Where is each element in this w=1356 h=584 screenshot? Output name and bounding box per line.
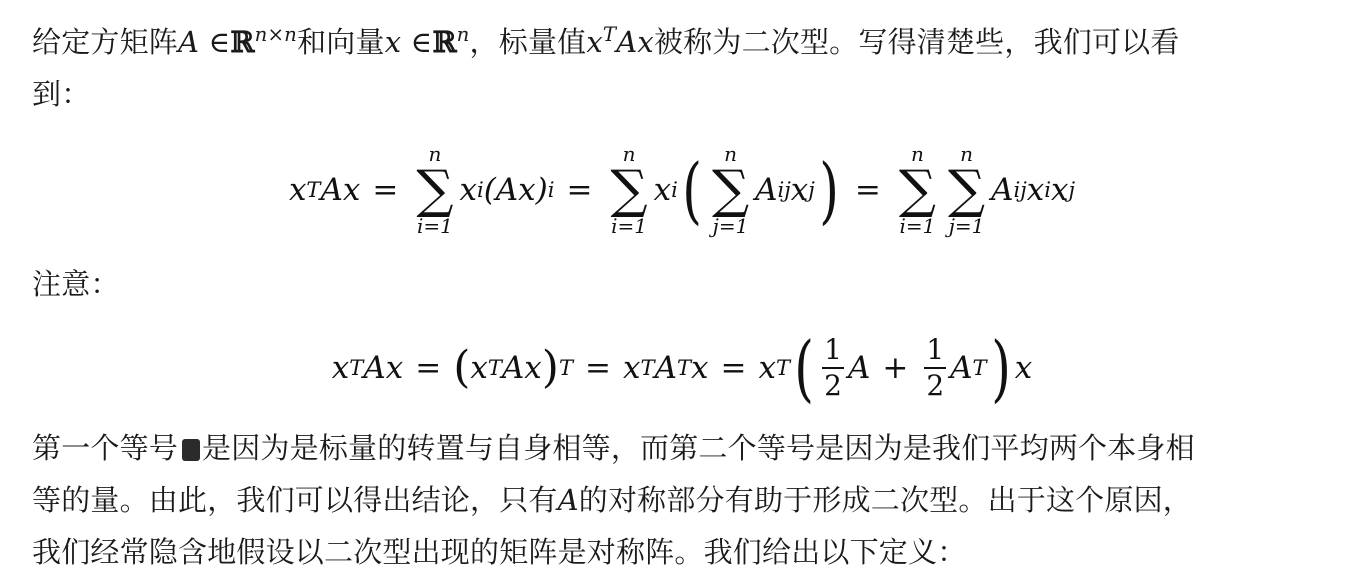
eq1-sum-3: [712, 143, 749, 237]
conclusion-text-3: 等的量。由此，我们可以得出结论，只有: [32, 483, 558, 517]
eq2-A-1: A: [654, 350, 677, 386]
eq1-Ax: Ax: [320, 172, 361, 208]
equation-quadratic-expansion: x T Ax = n ∑ i=1 x i (Ax) i = n ∑ i=1 x i ( n ∑ j=1 A ij x j ) = n ∑ i=1 n ∑ j=1 A ij x i x j: [288, 142, 1076, 238]
math-A: A: [178, 25, 200, 59]
math-in-2: ∈: [410, 25, 433, 59]
eq1-sum-5-bottom: j=1: [948, 214, 985, 238]
eq1-Ax-paren: (Ax): [483, 172, 548, 208]
conclusion-text-1: 第一个等号: [32, 431, 179, 465]
eq2-lparen-2: (: [794, 326, 814, 410]
eq1-rparen: ): [818, 148, 839, 232]
math-R: ℝ: [230, 25, 255, 59]
eq2-frac-1-den: 2: [824, 369, 842, 402]
eq1-xi: x: [459, 172, 477, 208]
eq1-sum-1-bottom: i=1: [416, 214, 453, 238]
eq2-rparen-2: ): [990, 326, 1011, 410]
eq2-lparen-1: (: [453, 342, 471, 393]
eq2-rparen-1: ): [541, 342, 559, 393]
conclusion-text-5: 我们经常隐含地假设以二次型出现的矩阵是对称阵。我们给出以下定义：: [32, 535, 967, 569]
eq1-sum-5-top: n: [960, 142, 973, 166]
eq1-sum-4-bottom: i=1: [899, 214, 936, 238]
eq2-frac-2-den: 2: [926, 369, 945, 402]
math-x: x: [384, 25, 402, 59]
eq2-A-2: A: [847, 350, 871, 386]
intro-text-4: 被称为二次型。写得清楚些，我们可以看: [653, 25, 1180, 59]
note-label: [32, 258, 120, 310]
eq1-sum-1-sigma: ∑: [416, 160, 454, 220]
eq1-Aij-2: A: [991, 172, 1014, 208]
eq1-Aij: A: [755, 172, 778, 208]
conclusion-text-4: 的对称部分有助于形成二次型。出于这个原因，: [578, 483, 1192, 517]
equation-symmetric-part: x T Ax = ( x T Ax ) T = x T A T x = x T ( $\frac{1}{2}$ A + $\frac{1}{2}$ A T ) x: [331, 326, 1033, 410]
note-text: 注意：: [32, 267, 120, 301]
eq2-plus: +: [882, 350, 909, 386]
eq2-A-3: A: [950, 350, 973, 386]
eq2-x-1: x: [331, 350, 350, 386]
intro-text-5: 到：: [32, 77, 91, 111]
eq1-sum-4-top: n: [910, 142, 924, 166]
math-Ax: Ax: [616, 25, 654, 59]
eq1-sum-2: [611, 143, 648, 237]
eq2-equals-2: =: [585, 350, 612, 386]
eq2-x-4: x: [691, 350, 709, 386]
eq2-x-5: x: [758, 350, 776, 386]
eq1-sum-2-sigma: ∑: [610, 160, 648, 220]
math-in: ∈: [208, 25, 231, 59]
math-xT: x: [586, 25, 603, 59]
eq1-xi-2: x: [653, 172, 672, 208]
eq1-lparen: (: [682, 148, 702, 232]
conclusion-text-2: 是因为是标量的转置与自身相等，而第二个等号是因为是我们平均两个本身相: [202, 431, 1195, 465]
eq2-frac-2: [924, 333, 946, 403]
eq1-equals-3: =: [854, 172, 881, 208]
eq1-sum-1: [416, 143, 453, 237]
eq2-frac-1: [822, 333, 844, 403]
math-nxn: n×n: [254, 23, 298, 47]
eq2-x-2: x: [470, 350, 488, 386]
eq2-frac-2-num: 1: [926, 333, 945, 366]
eq1-xj: x: [790, 172, 809, 208]
eq1-sum-2-top: n: [622, 142, 636, 166]
eq2-equals-1: =: [415, 350, 442, 386]
redaction-mark: [182, 439, 200, 461]
eq1-sum-3-sigma: ∑: [711, 160, 750, 220]
eq1-sum-5-sigma: ∑: [947, 160, 986, 220]
eq2-frac-1-num: 1: [824, 333, 842, 366]
eq2-x-6: x: [1014, 350, 1033, 386]
math-T: T: [602, 23, 617, 47]
paragraph-conclusion: [32, 422, 1332, 578]
eq2-x-3: x: [623, 350, 641, 386]
eq1-sum-4-sigma: ∑: [898, 160, 936, 220]
paragraph-intro: [32, 16, 1332, 120]
eq1-sum-2-bottom: i=1: [611, 214, 647, 238]
eq1-sum-3-top: n: [724, 142, 737, 166]
eq2-Ax-1: Ax: [363, 350, 404, 386]
eq1-x: x: [288, 172, 307, 208]
eq1-xi-3: x: [1026, 172, 1045, 208]
eq1-xj-2: x: [1051, 172, 1069, 208]
eq2-equals-3: =: [720, 350, 747, 386]
eq2-Ax-2: Ax: [501, 350, 542, 386]
eq1-sum-4: [899, 143, 936, 237]
intro-text-3: ，标量值: [469, 25, 587, 59]
eq1-equals-1: =: [372, 172, 399, 208]
eq1-sum-3-bottom: j=1: [712, 214, 749, 238]
intro-text-2: 和向量: [297, 25, 385, 59]
math-n: n: [456, 23, 470, 47]
eq1-equals-2: =: [566, 172, 593, 208]
conclusion-math-A: A: [557, 483, 579, 517]
eq1-sum-5: [948, 143, 985, 237]
math-R-2: ℝ: [432, 25, 457, 59]
eq1-sum-1-top: n: [428, 142, 442, 166]
intro-text-1: 给定方矩阵: [32, 25, 179, 59]
